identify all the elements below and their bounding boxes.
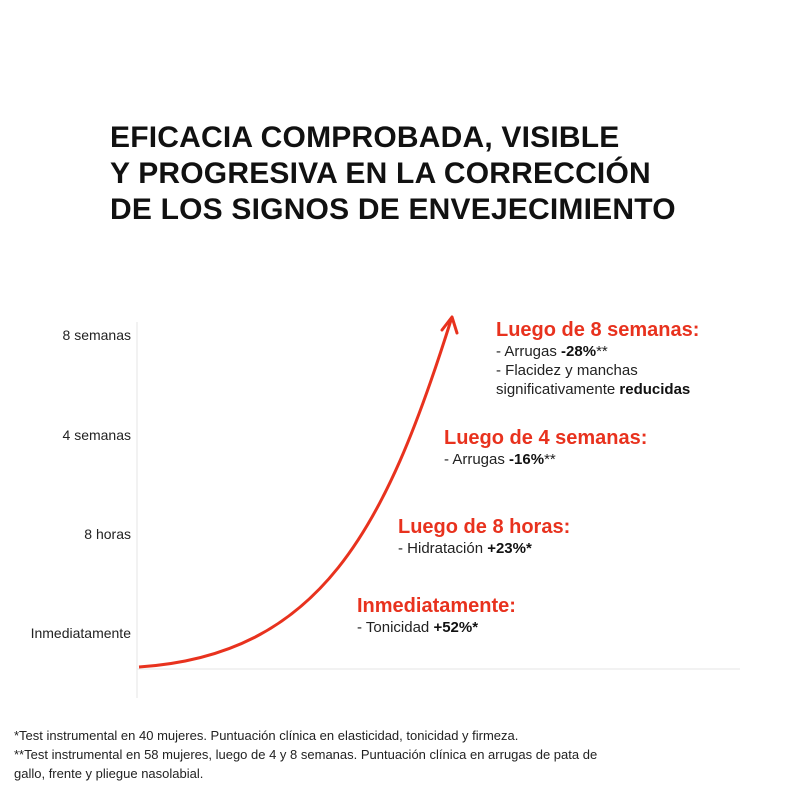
annotation-8-semanas — [496, 318, 699, 399]
footnotes — [14, 726, 784, 783]
annotation-heading: Luego de 4 semanas: — [444, 427, 648, 449]
annotation-item — [444, 450, 647, 469]
item-suffix: ** — [544, 451, 556, 468]
item-value: +52%* — [433, 619, 479, 636]
y-tick-label: 8 semanas — [62, 327, 131, 343]
item-prefix: - Arrugas — [496, 343, 562, 360]
title-line: DE LOS SIGNOS DE ENVEJECIMIENTO — [110, 193, 676, 226]
chart-title — [110, 120, 750, 228]
annotation-item — [496, 361, 699, 380]
annotation-8-horas — [398, 515, 570, 558]
annotation-inmediatamente — [357, 594, 516, 637]
footnote: *Test instrumental en 40 mujeres. Puntuación clínica en elasticidad, tonicidad y firmeza. — [14, 728, 519, 743]
item-prefix: - Tonicidad — [357, 619, 434, 636]
y-tick-label: 4 semanas — [62, 427, 131, 443]
item-value: +23%* — [487, 540, 532, 557]
item-value: reducidas — [619, 381, 691, 398]
item-prefix: - Flacidez y manchas — [496, 362, 638, 379]
annotation-heading: Luego de 8 horas: — [398, 516, 571, 538]
progress-chart — [0, 300, 800, 710]
item-value: -28% — [561, 343, 597, 360]
title-line: Y PROGRESIVA EN LA CORRECCIÓN — [110, 157, 651, 190]
annotation-item — [496, 342, 699, 361]
item-prefix: - Arrugas — [444, 451, 510, 468]
annotation-item — [398, 539, 570, 558]
title-line: EFICACIA COMPROBADA, VISIBLE — [110, 121, 620, 154]
footnote: **Test instrumental en 58 mujeres, luego de 4 y 8 semanas. Puntuación clínica en arrugas de pata de — [14, 747, 598, 762]
item-value: -16% — [509, 451, 545, 468]
annotation-item — [496, 380, 699, 399]
item-suffix: ** — [596, 343, 608, 360]
item-prefix: - Hidratación — [398, 540, 488, 557]
annotation-heading: Luego de 8 semanas: — [496, 319, 700, 341]
annotation-item — [357, 618, 516, 637]
annotation-heading: Inmediatamente: — [357, 595, 516, 617]
item-prefix: significativamente — [496, 381, 620, 398]
y-tick-label: Inmediatamente — [30, 625, 131, 641]
annotation-4-semanas — [444, 426, 647, 469]
footnote: gallo, frente y pliegue nasolabial. — [14, 766, 204, 781]
y-tick-label: 8 horas — [84, 526, 131, 542]
